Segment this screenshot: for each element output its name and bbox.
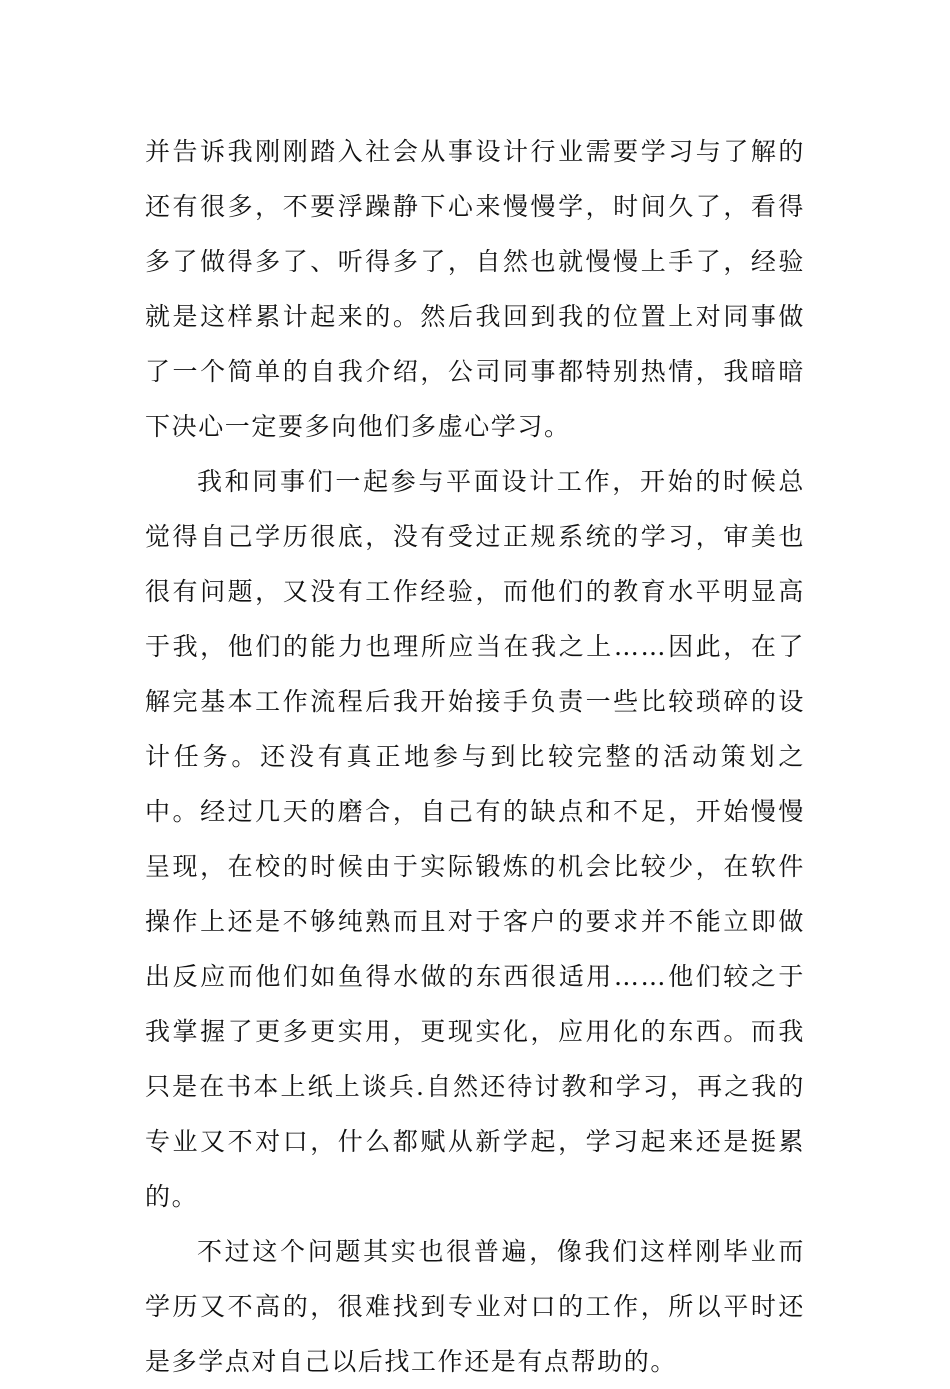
paragraph-3: 不过这个问题其实也很普遍，像我们这样刚毕业而学历又不高的，很难找到专业对口的工作，所以平时还是多学点对自己以后找工作还是有点帮助的。	[145, 1237, 805, 1376]
paragraph-2: 我和同事们一起参与平面设计工作，开始的时候总觉得自己学历很底，没有受过正规系统的学习，审美也很有问题，又没有工作经验，而他们的教育水平明显高于我，他们的能力也理所应当在我之上……因此，在了解完基本工作流程后我开始接手负责一些比较琐碎的设计任务。还没有真正地参与到比较完整的活动策划之中。经过几天的磨合，自己有的缺点和不足，开始慢慢呈现，在校的时候由于实际锻炼的机会比较少，在软件操作上还是不够纯熟而且对于客户的要求并不能立即做出反应而他们如鱼得水做的东西很适用……他们较之于我掌握了更多更实用，更现实化，应用化的东西。而我只是在书本上纸上谈兵.自然还待讨教和学习，再之我的专业又不对口，什么都赋从新学起，学习起来还是挺累的。	[145, 467, 805, 1211]
document-body	[145, 124, 805, 1389]
paragraph-1: 并告诉我刚刚踏入社会从事设计行业需要学习与了解的还有很多，不要浮躁静下心来慢慢学，时间久了，看得多了做得多了、听得多了，自然也就慢慢上手了，经验就是这样累计起来的。然后我回到我的位置上对同事做了一个简单的自我介绍，公司同事都特别热情，我暗暗下决心一定要多向他们多虚心学习。	[145, 137, 805, 441]
